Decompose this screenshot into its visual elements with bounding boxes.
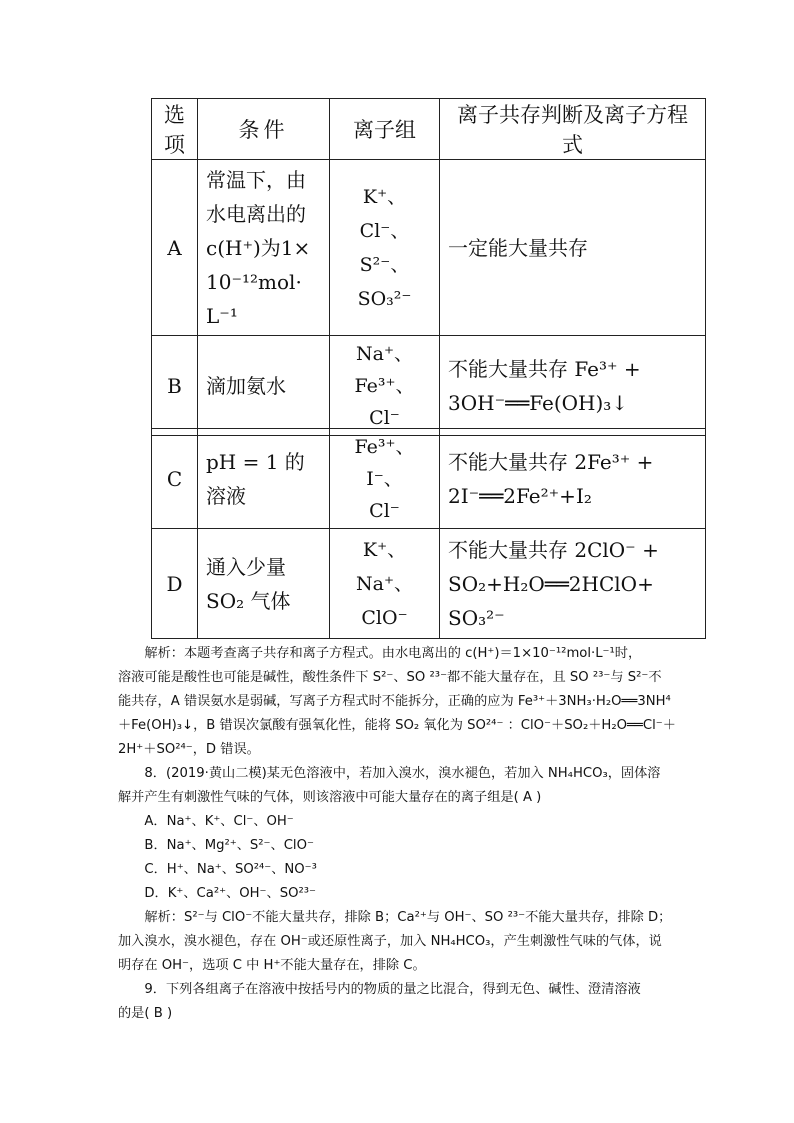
row-a-condition-line: L⁻¹ bbox=[206, 303, 238, 328]
row-c-ions bbox=[330, 429, 440, 529]
row-c-judgement-line: 2I⁻══2Fe²⁺+I₂ bbox=[448, 483, 592, 508]
row-d-ions bbox=[330, 529, 440, 639]
question-9 bbox=[118, 978, 718, 1026]
row-a-judgement-line: 一定能大量共存 bbox=[448, 235, 588, 260]
row-d-ion: K⁺、 bbox=[362, 538, 407, 561]
question-8-option-d: D．K⁺、Ca²⁺、OH⁻、SO²³⁻ bbox=[144, 886, 316, 901]
row-c-condition-line: pH = 1 的 bbox=[206, 449, 305, 474]
row-d-ion: ClO⁻ bbox=[361, 606, 408, 629]
header-option: 选项 bbox=[152, 99, 198, 160]
row-d-judgement bbox=[440, 529, 706, 639]
analysis-q7 bbox=[118, 642, 718, 762]
row-a-ions bbox=[330, 160, 440, 336]
question-9-stem-line: 9．下列各组离子在溶液中按括号内的物质的量之比混合，得到无色、碱性、澄清溶液 bbox=[144, 982, 641, 997]
row-c-option: C bbox=[152, 429, 198, 529]
row-d-judgement-line: SO₃²⁻ bbox=[448, 605, 505, 630]
row-a-condition-line: 10⁻¹²mol· bbox=[206, 269, 302, 294]
question-8-stem-line: 8．(2019·黄山二模)某无色溶液中，若加入溴水，溴水褪色，若加入 NH₄HCO₃，固体溶 bbox=[144, 766, 661, 781]
ion-table-top bbox=[151, 98, 706, 436]
row-d-judgement-line: SO₂+H₂O══2HClO+ bbox=[448, 571, 654, 596]
row-c-judgement-line: 不能大量共存 2Fe³⁺ + bbox=[448, 449, 654, 474]
row-d-condition-line: 通入少量 bbox=[206, 554, 286, 579]
question-8-option-a: A．Na⁺、K⁺、Cl⁻、OH⁻ bbox=[144, 814, 294, 829]
row-c-condition bbox=[198, 429, 330, 529]
question-8-option-c: C．H⁺、Na⁺、SO²⁴⁻、NO⁻³ bbox=[144, 862, 317, 877]
table-header-row bbox=[152, 99, 706, 160]
question-8-option-b: B．Na⁺、Mg²⁺、S²⁻、ClO⁻ bbox=[144, 838, 314, 853]
row-d-option: D bbox=[152, 529, 198, 639]
row-c-ion: Cl⁻ bbox=[369, 499, 400, 522]
question-8-analysis-line: 加入溴水，溴水褪色，存在 OH⁻或还原性离子，加入 NH₄HCO₃，产生刺激性气味的气体，说 bbox=[118, 934, 662, 949]
table-row-d bbox=[152, 529, 706, 639]
row-a-option: A bbox=[152, 160, 198, 336]
question-8-analysis-line: 解析：S²⁻与 ClO⁻不能大量共存，排除 B；Ca²⁺与 OH⁻、SO ²³⁻不能大量共存，排除 D； bbox=[144, 910, 672, 925]
row-a-ion: K⁺、 bbox=[362, 185, 407, 208]
question-8-stem-line: 解并产生有刺激性气味的气体，则该溶液中可能大量存在的离子组是( A ) bbox=[118, 790, 542, 805]
analysis-q7-line: 溶液可能是酸性也可能是碱性，酸性条件下 S²⁻、SO ²³⁻都不能大量存在，且 SO ²³⁻与 S²⁻不 bbox=[118, 670, 662, 685]
row-a-condition-line: 水电离出的 bbox=[206, 201, 306, 226]
question-9-stem-line: 的是( B ) bbox=[118, 1006, 173, 1021]
row-b-judgement-line: 不能大量共存 Fe³⁺ + bbox=[448, 356, 641, 381]
header-ions: 离子组 bbox=[330, 99, 440, 160]
analysis-q7-line: ＋Fe(OH)₃↓，B 错误次氯酸有强氧化性，能将 SO₂ 氧化为 SO²⁴⁻ ：ClO⁻＋SO₂＋H₂O══Cl⁻＋ bbox=[118, 718, 676, 733]
row-c-judgement bbox=[440, 429, 706, 529]
row-a-condition bbox=[198, 160, 330, 336]
row-d-judgement-line: 不能大量共存 2ClO⁻ + bbox=[448, 537, 659, 562]
row-b-ion: Na⁺、 bbox=[356, 342, 413, 365]
row-a-ion: Cl⁻、 bbox=[359, 219, 410, 242]
table-row-b bbox=[152, 336, 706, 436]
row-a-judgement bbox=[440, 160, 706, 336]
row-a-ion: SO₃²⁻ bbox=[357, 287, 412, 310]
row-b-condition bbox=[198, 336, 330, 436]
table-row-c bbox=[152, 429, 706, 529]
question-8-analysis-line: 明存在 OH⁻，选项 C 中 H⁺不能大量存在，排除 C。 bbox=[118, 958, 426, 973]
row-a-ion: S²⁻、 bbox=[359, 253, 410, 276]
analysis-q7-line: 2H⁺＋SO²⁴⁻，D 错误。 bbox=[118, 742, 260, 757]
row-b-ion: Fe³⁺、 bbox=[354, 374, 415, 397]
row-c-ion: Fe³⁺、 bbox=[354, 435, 415, 458]
analysis-q7-line: 解析：本题考查离子共存和离子方程式。由水电离出的 c(H⁺)＝1×10⁻¹²mol·L⁻¹时， bbox=[144, 646, 642, 661]
row-b-judgement bbox=[440, 336, 706, 436]
row-b-judgement-line: 3OH⁻══Fe(OH)₃↓ bbox=[448, 390, 629, 415]
analysis-q7-line: 能共存，A 错误氨水是弱碱，写离子方程式时不能拆分，正确的应为 Fe³⁺＋3NH₃·H₂O══3NH⁴ bbox=[118, 694, 671, 709]
row-b-ion: Cl⁻ bbox=[369, 406, 400, 429]
header-judgement: 离子共存判断及离子方程式 bbox=[440, 99, 706, 160]
row-b-ions bbox=[330, 336, 440, 436]
header-condition: 条件 bbox=[198, 99, 330, 160]
table-row-a bbox=[152, 160, 706, 336]
row-a-condition-line: c(H⁺)为1× bbox=[206, 235, 311, 260]
row-b-option: B bbox=[152, 336, 198, 436]
row-d-condition bbox=[198, 529, 330, 639]
row-d-ion: Na⁺、 bbox=[356, 572, 413, 595]
ion-table-bottom bbox=[151, 428, 706, 639]
row-b-condition-line: 滴加氨水 bbox=[206, 373, 286, 398]
row-a-condition-line: 常温下，由 bbox=[206, 167, 306, 192]
row-d-condition-line: SO₂ 气体 bbox=[206, 588, 291, 613]
row-c-condition-line: 溶液 bbox=[206, 483, 246, 508]
question-8 bbox=[118, 762, 718, 978]
row-c-ion: I⁻、 bbox=[366, 467, 403, 490]
